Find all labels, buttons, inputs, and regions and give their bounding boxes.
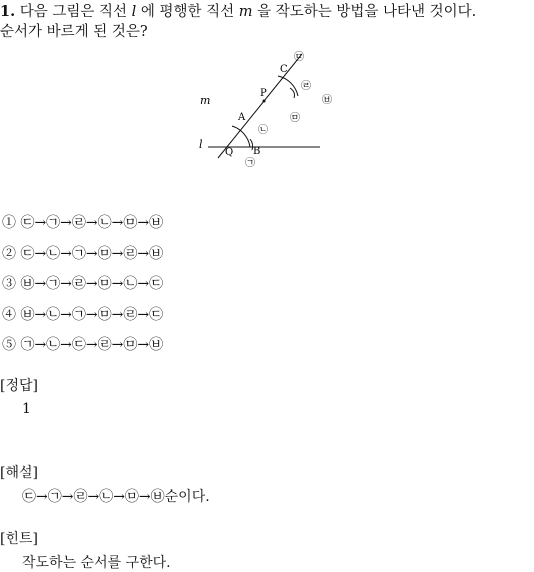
question-text-c: 을 작도하는 방법을 나타낸 것이다. <box>257 4 477 20</box>
circled-label-4: ㉣ <box>301 81 311 92</box>
label-b: B <box>253 146 261 157</box>
hint-label: [힌트] <box>0 531 38 547</box>
option-4[interactable] <box>2 304 163 324</box>
arc-mark-d <box>290 88 295 98</box>
label-q: Q <box>225 147 234 158</box>
circled-label-6: ㉥ <box>322 95 332 106</box>
variable-m: m <box>238 4 253 20</box>
hint-text: 작도하는 순서를 구한다. <box>22 555 171 571</box>
option-text: ㉢→㉡→㉠→㉤→㉣→㉥ <box>20 246 164 262</box>
question-line-2 <box>0 20 148 41</box>
question-number: 1. <box>0 3 16 20</box>
circled-label-3: ㉢ <box>294 52 304 63</box>
option-2[interactable] <box>2 243 163 263</box>
option-number: ⑤ <box>2 337 16 353</box>
answer-value: 1 <box>22 401 31 417</box>
question-text-a: 다음 그림은 직선 <box>19 4 128 20</box>
label-c: C <box>280 64 288 75</box>
option-number: ④ <box>2 307 16 323</box>
point-p <box>263 100 266 103</box>
circled-label-1: ㉠ <box>245 158 255 169</box>
option-number: ① <box>2 215 16 231</box>
variable-l: l <box>131 4 137 20</box>
question-text-line2: 순서가 바르게 된 것은? <box>0 24 148 40</box>
option-3[interactable] <box>2 273 163 293</box>
question-line-1 <box>0 0 476 21</box>
circled-label-2: ㉡ <box>258 125 268 136</box>
option-text: ㉥→㉡→㉠→㉤→㉣→㉢ <box>20 307 164 323</box>
construction-figure <box>190 40 350 180</box>
label-m: m <box>200 94 211 107</box>
circled-label-5: ㉤ <box>290 113 300 124</box>
answer-label: [정답] <box>0 378 38 394</box>
arc-center-p <box>278 76 298 96</box>
option-1[interactable] <box>2 212 163 232</box>
option-text: ㉥→㉠→㉣→㉤→㉡→㉢ <box>20 276 164 292</box>
explanation-text: ㉢→㉠→㉣→㉡→㉤→㉥순이다. <box>22 489 210 505</box>
question-text-b: 에 평행한 직선 <box>140 4 235 20</box>
option-text: ㉠→㉡→㉢→㉣→㉤→㉥ <box>20 337 164 353</box>
option-5[interactable] <box>2 334 163 354</box>
option-number: ② <box>2 246 16 262</box>
label-l: l <box>199 138 203 151</box>
option-number: ③ <box>2 276 16 292</box>
label-p: P <box>260 88 267 99</box>
label-a: A <box>238 112 246 123</box>
transversal-line <box>218 54 302 158</box>
option-text: ㉢→㉠→㉣→㉡→㉤→㉥ <box>20 215 164 231</box>
explanation-label: [해설] <box>0 465 38 481</box>
